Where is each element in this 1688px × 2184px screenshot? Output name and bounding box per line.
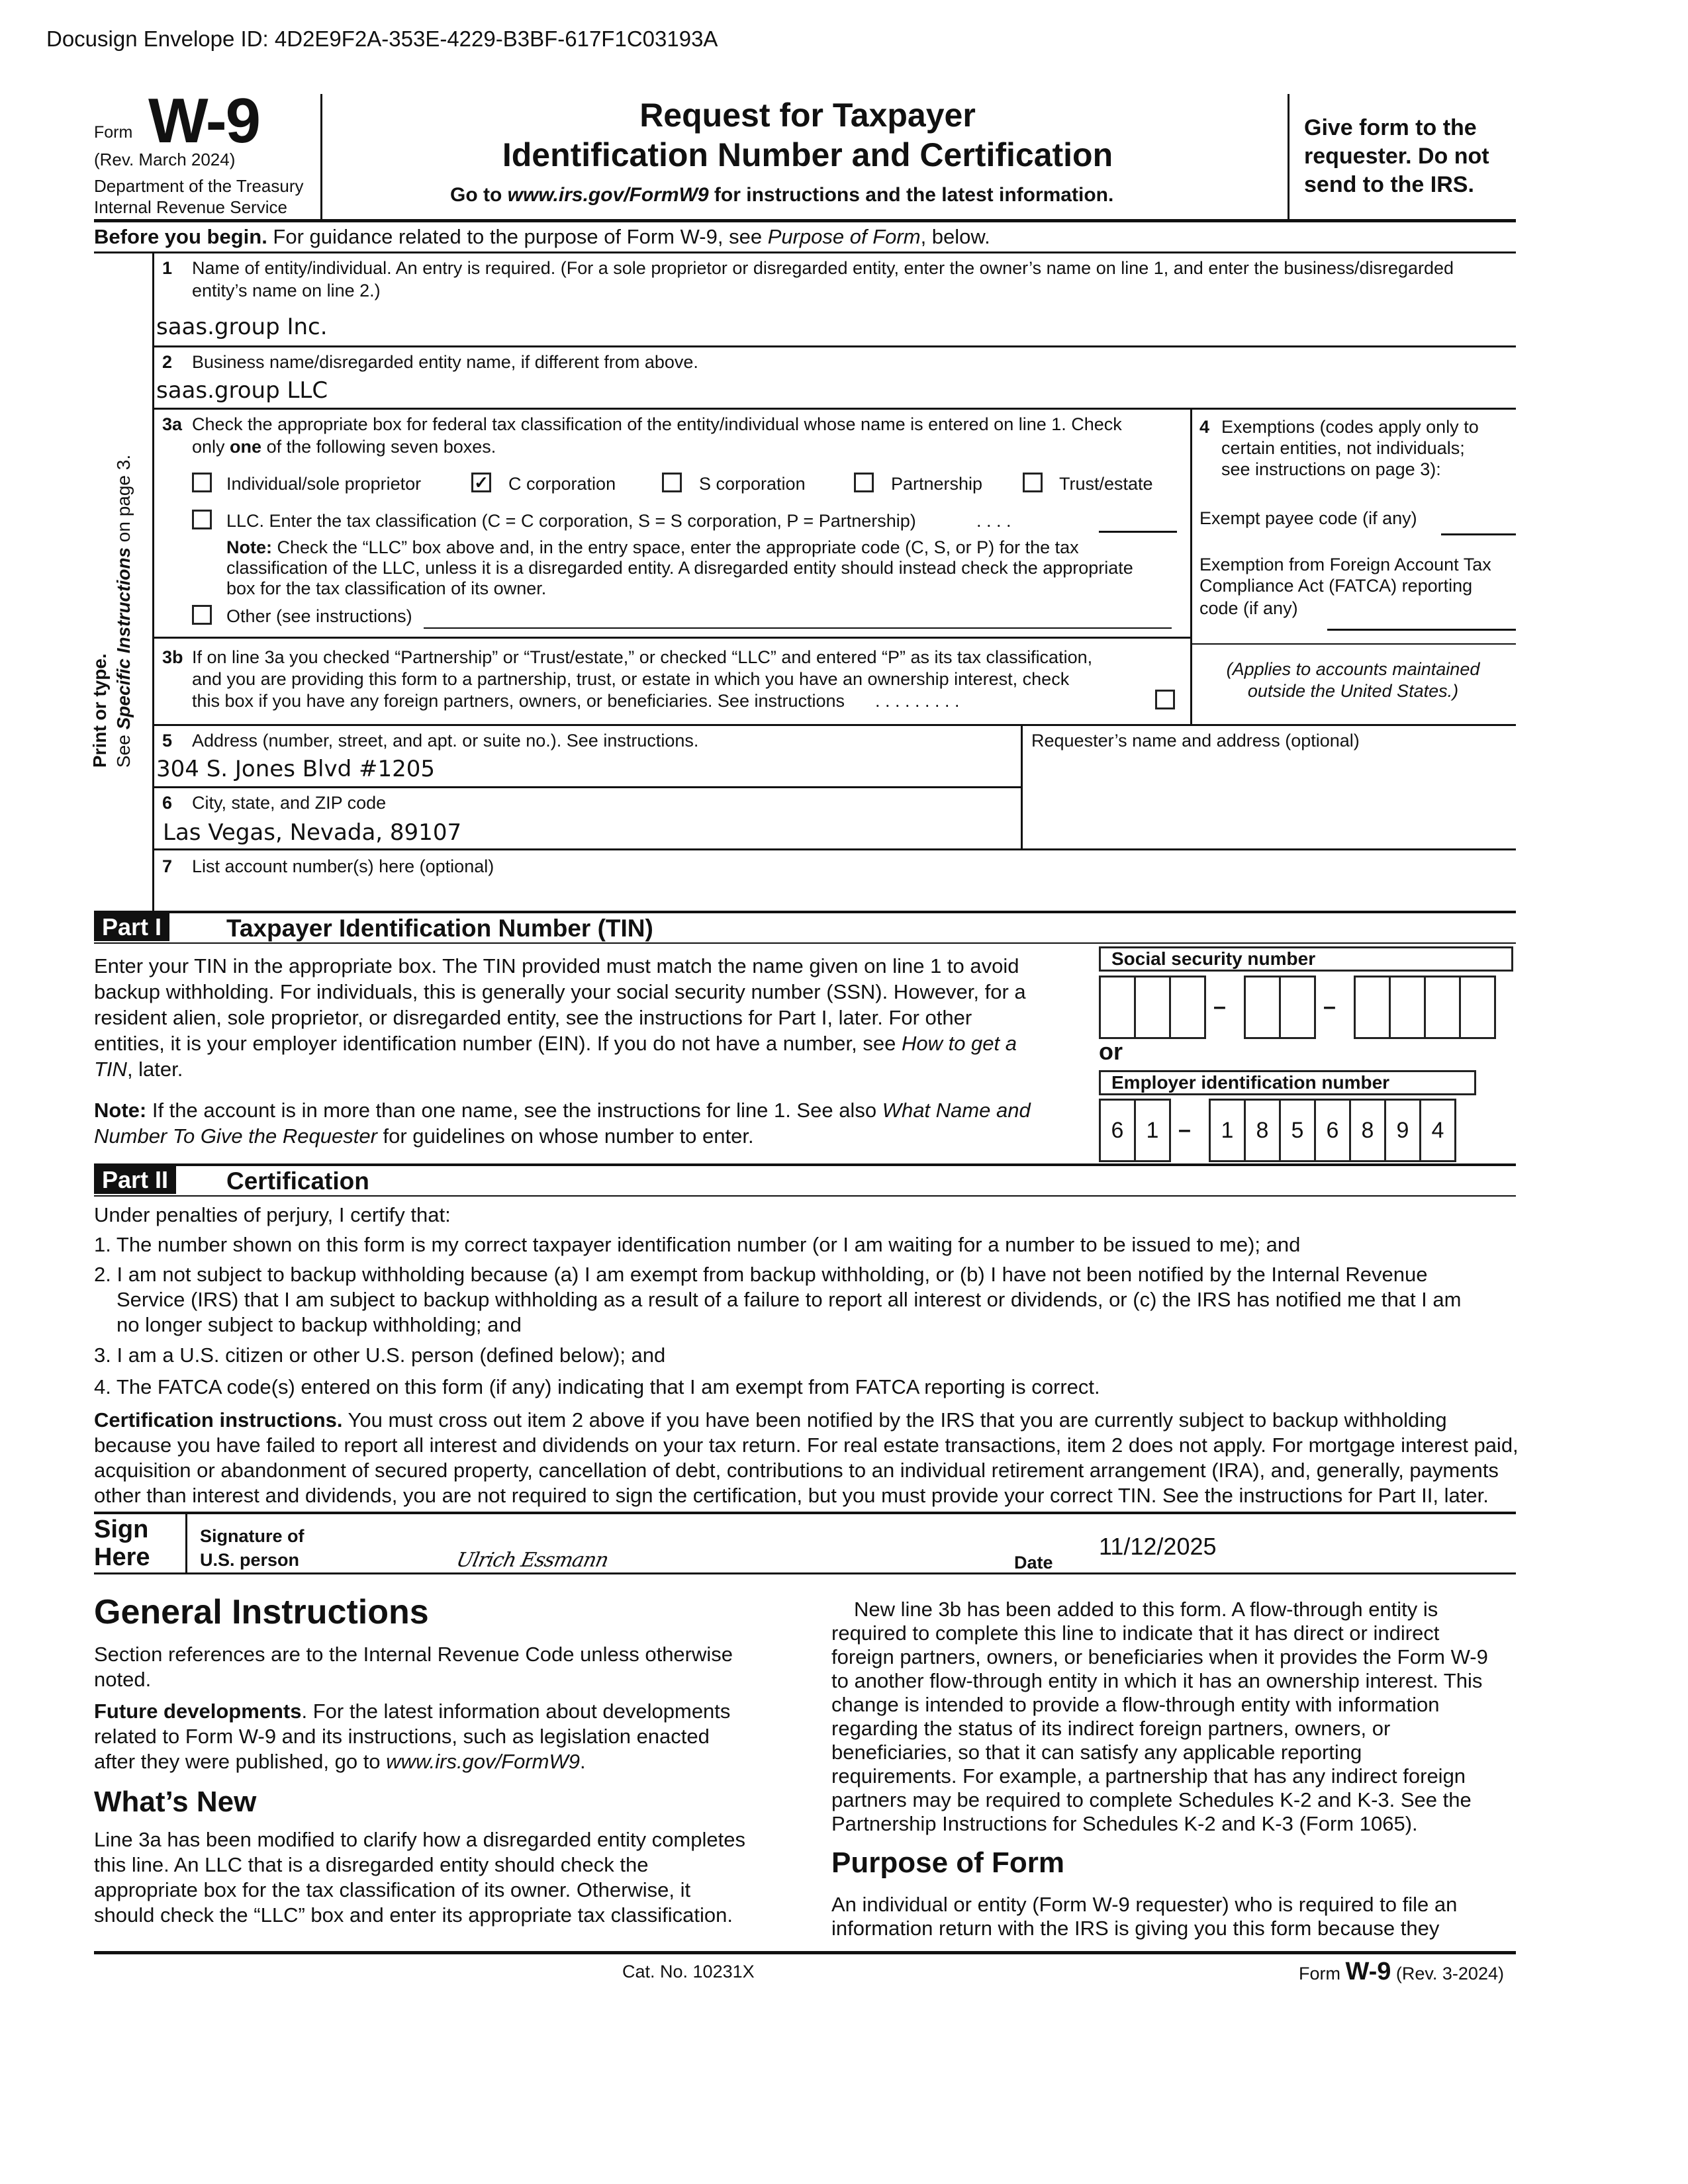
give-form-line2: requester. Do not xyxy=(1304,144,1489,169)
part1-note-a xyxy=(94,1099,1031,1122)
account-numbers-field[interactable] xyxy=(192,880,1509,909)
rule-3b xyxy=(152,724,1516,726)
other-label: Other (see instructions) xyxy=(226,606,412,626)
ssn-digit-cell[interactable] xyxy=(1389,976,1426,1039)
fd-link[interactable]: www.irs.gov/FormW9 xyxy=(386,1750,580,1773)
gi-r7: beneficiaries, so that it can satisfy any applicable reporting xyxy=(831,1741,1362,1764)
option-s-corporation-label: S corporation xyxy=(699,474,806,494)
llc-note-b: classification of the LLC, unless it is a disregarded entity. A disregarded entity should instead check the appropriate xyxy=(226,558,1133,578)
ssn-digit-cell[interactable] xyxy=(1424,976,1461,1039)
part2-tag: Part II xyxy=(94,1166,176,1194)
ein-digit-cell[interactable]: 5 xyxy=(1279,1099,1316,1162)
note-bold-p1: Note: xyxy=(94,1099,147,1122)
p5-post: , later. xyxy=(126,1058,183,1081)
department: Department of the Treasury xyxy=(94,176,304,196)
part1-tag: Part I xyxy=(94,913,169,941)
gi-p1a: Section references are to the Internal Revenue Code unless otherwise xyxy=(94,1643,733,1666)
rule-sign-bottom xyxy=(94,1572,1516,1574)
ein-digit-cell[interactable]: 1 xyxy=(1209,1099,1246,1162)
requester-field[interactable] xyxy=(1033,754,1509,841)
line7-num: 7 xyxy=(162,856,173,876)
goto-suffix: for instructions and the latest information. xyxy=(708,184,1114,206)
ssn-digit-cell[interactable] xyxy=(1354,976,1391,1039)
ci-bold: Certification instructions. xyxy=(94,1408,343,1432)
fatca-code-field[interactable] xyxy=(1327,609,1516,631)
before-bold: Before you begin. xyxy=(94,225,267,248)
wn-a: Line 3a has been modified to clarify how a disregarded entity completes xyxy=(94,1828,745,1851)
line2-business-name-field[interactable]: saas.group LLC xyxy=(156,377,328,404)
header-rule xyxy=(94,219,1516,222)
pf1: An individual or entity (Form W-9 requester) who is required to file an xyxy=(831,1893,1458,1916)
give-form-line3: send to the IRS. xyxy=(1304,172,1474,197)
part2-title: Certification xyxy=(226,1167,369,1195)
ssn-digit-cell[interactable] xyxy=(1134,976,1171,1039)
line3b-text-c: this box if you have any foreign partners, owners, or beneficiaries. See instructions xyxy=(192,691,845,711)
ein-digit-cell[interactable]: 6 xyxy=(1314,1099,1351,1162)
p4-pre: entities, it is your employer identification number (EIN). If you do not have a number, see xyxy=(94,1032,902,1055)
p5-italic: TIN xyxy=(94,1058,127,1081)
cert-item-2b: Service (IRS) that I am subject to backup withholding as a result of a failure to report all interest or dividends, or (c) the IRS has notified me that I am xyxy=(117,1288,1462,1311)
checkbox-trust-estate[interactable] xyxy=(1023,473,1043,492)
option-partnership-label: Partnership xyxy=(891,474,983,494)
line3b-num: 3b xyxy=(162,647,183,667)
purpose-title: Purpose of Form xyxy=(831,1846,1065,1879)
checkmark-icon: ✓ xyxy=(474,473,489,492)
irs-link[interactable]: www.irs.gov/FormW9 xyxy=(507,184,709,206)
header-divider xyxy=(320,94,322,220)
ein-digit-cell[interactable]: 9 xyxy=(1384,1099,1421,1162)
line1-label-a: Name of entity/individual. An entry is required. (For a sole proprietor or disregarded entity, enter the owner’s name on line 1, and enter the business/disregarded xyxy=(192,258,1454,278)
rule-4 xyxy=(1190,643,1516,645)
form-revision: (Rev. March 2024) xyxy=(94,150,236,169)
general-title: General Instructions xyxy=(94,1593,429,1631)
note-b-text: for guidelines on whose number to enter. xyxy=(377,1124,754,1148)
gi-r2: required to complete this line to indicate that it has direct or indirect xyxy=(831,1621,1440,1645)
part1-title: Taxpayer Identification Number (TIN) xyxy=(226,915,653,942)
checkbox-individual[interactable] xyxy=(192,473,212,492)
rule-before xyxy=(94,251,1516,253)
give-form-line1: Give form to the xyxy=(1304,115,1477,140)
fatca-label-a: Exemption from Foreign Account Tax xyxy=(1199,555,1491,574)
form-title-line1: Request for Taxpayer xyxy=(639,97,976,134)
line3a-rest: of the following seven boxes. xyxy=(261,437,496,457)
line3b-dots: . . . . . . . . . xyxy=(875,691,960,711)
address-field[interactable]: 304 S. Jones Blvd #1205 xyxy=(156,756,436,782)
gi-r4: to another flow-through entity in which it has an ownership interest. This xyxy=(831,1669,1483,1692)
cert-item-2a: 2. I am not subject to backup withholding because (a) I am exempt from backup withholding, or (b) I have not been notified by the Internal Revenue xyxy=(94,1263,1428,1286)
line7-label: List account number(s) here (optional) xyxy=(192,856,494,876)
rule-line1 xyxy=(152,345,1516,347)
sign-divider xyxy=(185,1514,187,1572)
option-individual-label: Individual/sole proprietor xyxy=(226,474,422,494)
wn-b: this line. An LLC that is a disregarded entity should check the xyxy=(94,1853,649,1876)
part1-note-b xyxy=(94,1124,754,1148)
line4-label-c: see instructions on page 3): xyxy=(1221,459,1441,479)
note-a-text: Check the “LLC” box above and, in the entry space, enter the appropriate code (C, S, or P) for the tax xyxy=(272,537,1079,557)
line3b-text-a: If on line 3a you checked “Partnership” or “Trust/estate,” or checked “LLC” and entered “P” as its tax classification, xyxy=(192,647,1093,667)
fd-bold: Future developments xyxy=(94,1700,302,1723)
note-bold: Note: xyxy=(226,537,272,557)
note-a-italic: What Name and xyxy=(882,1099,1031,1122)
line1-num: 1 xyxy=(162,258,173,278)
footer-rev: (Rev. 3-2024) xyxy=(1391,1964,1504,1983)
fatca-label-b: Compliance Act (FATCA) reporting xyxy=(1199,576,1473,596)
dash-separator: – xyxy=(1178,1117,1191,1142)
ein-digit-cell[interactable]: 1 xyxy=(1134,1099,1171,1162)
rule-part2 xyxy=(94,1163,1516,1166)
line5-label: Address (number, street, and apt. or suite no.). See instructions. xyxy=(192,731,699,751)
before-italic: Purpose of Form xyxy=(767,225,921,248)
sidebar-specific: Specific Instructions xyxy=(113,547,134,730)
cert-instr-b: because you have failed to report all interest and dividends on your tax return. For real estate transactions, item 2 does not apply. For mortgage interest paid, xyxy=(94,1433,1519,1457)
part1-text-1: Enter your TIN in the appropriate box. The TIN provided must match the name given on line 1 to avoid xyxy=(94,954,1019,978)
ein-digit-cell[interactable]: 8 xyxy=(1244,1099,1281,1162)
llc-classification-field[interactable] xyxy=(1099,511,1177,533)
cert-instr-d: other than interest and dividends, you are not required to sign the certification, but you must provide your correct TIN. See the instructions for Part II, later. xyxy=(94,1484,1489,1507)
part1-text-5 xyxy=(94,1058,183,1081)
line4-num: 4 xyxy=(1199,417,1210,437)
checkbox-other[interactable] xyxy=(192,605,212,625)
rule-3a xyxy=(152,637,1192,639)
option-trust-estate-label: Trust/estate xyxy=(1059,474,1153,494)
footer-rule xyxy=(94,1951,1516,1954)
cert-instr-a xyxy=(94,1408,1447,1432)
applies-b: outside the United States.) xyxy=(1247,681,1459,701)
cert-instr-c: acquisition or abandonment of secured property, cancellation of debt, contributions to an individual retirement arrangement (IRA), and, generally, payments xyxy=(94,1459,1499,1482)
signature-of-label: Signature of xyxy=(200,1526,305,1546)
ein-digit-cell[interactable]: 8 xyxy=(1349,1099,1386,1162)
other-field[interactable] xyxy=(424,606,1172,629)
ssn-digit-cell[interactable] xyxy=(1459,976,1496,1039)
line3a-label-a: Check the appropriate box for federal tax classification of the entity/individual whose name is entered on line 1. Check xyxy=(192,414,1122,434)
gi-fd-a xyxy=(94,1700,730,1723)
ein-label: Employer identification number xyxy=(1099,1070,1476,1095)
gi-r10: Partnership Instructions for Schedules K-2 and K-3 (Form 1065). xyxy=(831,1812,1418,1835)
rule-part1 xyxy=(94,911,1516,913)
llc-note-c: box for the tax classification of its owner. xyxy=(226,578,547,598)
gi-fd-b: related to Form W-9 and its instructions, such as legislation enacted xyxy=(94,1725,710,1748)
sidebar-line2 xyxy=(113,455,134,768)
line3a-label-b xyxy=(192,437,496,457)
requester-label: Requester’s name and address (optional) xyxy=(1031,731,1360,751)
goto-instructions xyxy=(450,184,1113,206)
before-you-begin xyxy=(94,225,990,249)
wn-d: should check the “LLC” box and enter its appropriate tax classification. xyxy=(94,1903,733,1927)
city-state-zip-field[interactable]: Las Vegas, Nevada, 89107 xyxy=(163,819,462,846)
header-divider-right xyxy=(1288,94,1289,220)
sidebar-line1: Print or type. xyxy=(89,653,110,768)
llc-label: LLC. Enter the tax classification (C = C corporation, S = S corporation, P = Partnership) xyxy=(226,511,916,531)
footer-form-prefix: Form xyxy=(1299,1964,1346,1983)
pf2: information return with the IRS is giving you this form because they xyxy=(831,1917,1440,1940)
form-name: W-9 xyxy=(148,85,260,156)
checkbox-partnership[interactable] xyxy=(854,473,874,492)
form-prefix: Form xyxy=(94,123,133,142)
line1-name-field[interactable]: saas.group Inc. xyxy=(156,314,328,340)
ein-digit-cell[interactable]: 6 xyxy=(1099,1099,1136,1162)
fd-c-pre: after they were published, go to xyxy=(94,1750,387,1773)
agency: Internal Revenue Service xyxy=(94,197,287,217)
cert-intro: Under penalties of perjury, I certify that: xyxy=(94,1203,451,1226)
line4-label-a: Exemptions (codes apply only to xyxy=(1221,417,1479,437)
before-text: For guidance related to the purpose of Form W-9, see xyxy=(267,225,768,248)
note-a-p1: If the account is in more than one name, see the instructions for line 1. See also xyxy=(146,1099,882,1122)
goto-prefix: Go to xyxy=(450,184,508,206)
or-label: or xyxy=(1099,1038,1123,1065)
ssn-digit-cell[interactable] xyxy=(1099,976,1136,1039)
gi-r1: New line 3b has been added to this form. A flow-through entity is xyxy=(854,1598,1438,1621)
requester-divider xyxy=(1021,724,1023,850)
ssn-digit-cell[interactable] xyxy=(1169,976,1206,1039)
llc-note-a xyxy=(226,537,1079,558)
fatca-label-c: code (if any) xyxy=(1199,598,1298,618)
gi-r5: change is intended to provide a flow-through entity with information xyxy=(831,1693,1440,1716)
line2-label: Business name/disregarded entity name, if different from above. xyxy=(192,352,698,372)
cert-item-3: 3. I am a U.S. citizen or other U.S. person (defined below); and xyxy=(94,1343,666,1367)
applies-a: (Applies to accounts maintained xyxy=(1226,659,1480,679)
line3b-text-b: and you are providing this form to a partnership, trust, or estate in which you have an ownership interest, check xyxy=(192,669,1070,689)
line3a-one: one xyxy=(230,437,262,457)
gi-r3: foreign partners, owners, or beneficiaries when it provides the Form W-9 xyxy=(831,1645,1488,1668)
footer-form-id xyxy=(1299,1958,1504,1986)
gi-fd-c xyxy=(94,1750,586,1774)
llc-dots: . . . . xyxy=(976,511,1011,531)
gi-r9: partners may be required to complete Schedules K-2 and K-3. See the xyxy=(831,1788,1472,1811)
line6-label: City, state, and ZIP code xyxy=(192,793,387,813)
line2-num: 2 xyxy=(162,352,173,372)
ssn-digit-cell[interactable] xyxy=(1244,976,1281,1039)
ssn-digit-cell[interactable] xyxy=(1279,976,1316,1039)
before-suffix: , below. xyxy=(920,225,990,248)
ci-a: You must cross out item 2 above if you have been notified by the IRS that you are currently subject to backup withholding xyxy=(342,1408,1447,1432)
ein-digit-cell[interactable]: 4 xyxy=(1419,1099,1456,1162)
sign-label: Sign xyxy=(94,1516,149,1543)
note-b-italic: Number To Give the Requester xyxy=(94,1124,377,1148)
rule-line2 xyxy=(152,408,1516,410)
line4-label-b: certain entities, not individuals; xyxy=(1221,438,1465,458)
date-field[interactable]: 11/12/2025 xyxy=(1099,1533,1217,1560)
checkbox-s-corporation[interactable] xyxy=(662,473,682,492)
rule-6 xyxy=(152,848,1516,850)
cert-item-1: 1. The number shown on this form is my correct taxpayer identification number (or I am waiting for a number to be issued to me); and xyxy=(94,1233,1301,1256)
line1-label-b: entity’s name on line 2.) xyxy=(192,281,381,300)
dash-separator: – xyxy=(1213,994,1226,1019)
fd-a: . For the latest information about developments xyxy=(301,1700,731,1723)
exempt-payee-label: Exempt payee code (if any) xyxy=(1199,508,1417,528)
gi-r8: requirements. For example, a partnership that has any indirect foreign xyxy=(831,1764,1466,1788)
line3a-only: only xyxy=(192,437,230,457)
cert-item-2c: no longer subject to backup withholding; and xyxy=(117,1313,522,1336)
here-label: Here xyxy=(94,1543,150,1571)
date-label: Date xyxy=(1014,1553,1053,1572)
envelope-id: Docusign Envelope ID: 4D2E9F2A-353E-4229-B3BF-617F1C03193A xyxy=(46,26,718,51)
part1-text-4 xyxy=(94,1032,1017,1056)
checkbox-c-corporation[interactable] xyxy=(471,473,491,492)
fd-c-post: . xyxy=(579,1750,586,1773)
exempt-payee-field[interactable] xyxy=(1441,514,1516,535)
dash-separator: – xyxy=(1323,994,1336,1019)
sidebar-page: on page 3. xyxy=(113,454,134,547)
line6-num: 6 xyxy=(162,793,173,813)
whats-new-title: What’s New xyxy=(94,1786,257,1818)
wn-c: appropriate box for the tax classification of its owner. Otherwise, it xyxy=(94,1878,691,1901)
ssn-label: Social security number xyxy=(1099,946,1513,972)
p4-italic: How to get a xyxy=(901,1032,1017,1055)
option-c-corporation-label: C corporation xyxy=(508,474,616,494)
catalog-number: Cat. No. 10231X xyxy=(622,1962,755,1981)
gi-r6: regarding the status of its indirect foreign partners, owners, or xyxy=(831,1717,1391,1740)
part1-text-2: backup withholding. For individuals, this is generally your social security number (SSN). However, for a xyxy=(94,980,1026,1003)
rule-part2-title xyxy=(94,1195,1516,1197)
sidebar-print-or-type xyxy=(89,455,134,768)
signature-field[interactable]: Ulrich Essmann xyxy=(454,1549,610,1572)
line3a-num: 3a xyxy=(162,414,183,434)
part1-text-3: resident alien, sole proprietor, or disregarded entity, see the instructions for Part I, later. For other xyxy=(94,1006,972,1029)
sidebar-see: See xyxy=(113,729,134,768)
gi-p1b: noted. xyxy=(94,1668,152,1691)
checkbox-llc[interactable] xyxy=(192,510,212,529)
rule-part1-title xyxy=(94,942,1516,944)
rule-sign xyxy=(94,1512,1516,1514)
rule-5 xyxy=(152,786,1021,788)
line5-num: 5 xyxy=(162,731,173,751)
footer-form-name: W-9 xyxy=(1345,1958,1391,1985)
us-person-label: U.S. person xyxy=(200,1550,300,1570)
form-title-line2: Identification Number and Certification xyxy=(502,136,1113,173)
sidebar-divider xyxy=(152,251,154,913)
checkbox-foreign-partners[interactable] xyxy=(1155,690,1175,709)
cert-item-4: 4. The FATCA code(s) entered on this form (if any) indicating that I am exempt from FATCA reporting is correct. xyxy=(94,1375,1100,1398)
